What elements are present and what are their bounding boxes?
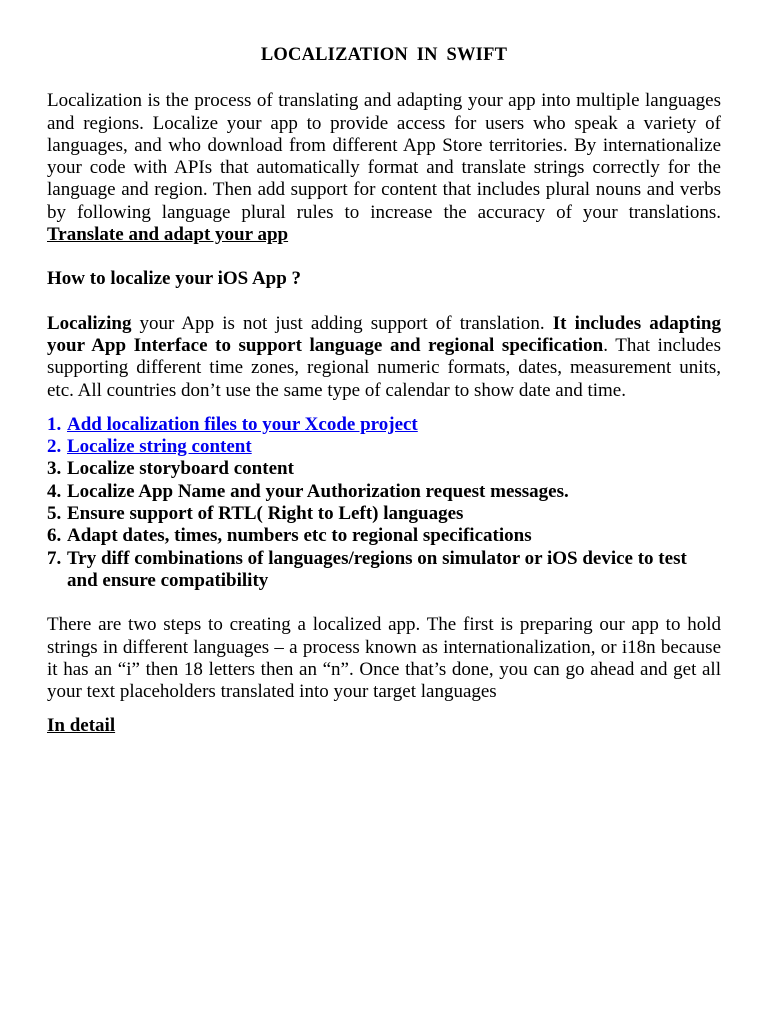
steps-list (47, 414, 721, 592)
step-item (47, 503, 721, 525)
step-text: Localize App Name and your Authorization request messages. (67, 480, 569, 502)
localizing-paragraph (47, 313, 721, 402)
step-number: 6. (47, 525, 62, 547)
step-number: 1. (47, 413, 62, 435)
step-text: Localize storyboard content (67, 458, 294, 480)
localizing-bold-phrase: It includes adapting your App Interface to support language and regional specification (47, 312, 721, 356)
step-item (47, 548, 721, 593)
step-number: 3. (47, 458, 62, 480)
step-item[interactable] (47, 436, 721, 458)
step-number: 7. (47, 547, 62, 569)
step-item (47, 481, 721, 503)
document-page (47, 44, 721, 738)
step-link-localize-string-content[interactable]: Localize string content (67, 436, 252, 458)
step-number: 2. (47, 436, 62, 458)
intro-paragraph (47, 90, 721, 246)
internationalization-paragraph: There are two steps to creating a localized app. The first is preparing our app to hold strings in different languages – a process known as internationalization, or i18n because it has an “i” then 18 letters then an “n”. Once that’s done, you can go ahead and get all your text placeholders translated into your target languages (47, 614, 721, 703)
step-text: Try diff combinations of languages/regions on simulator or iOS device to test and ensure compatibility (67, 547, 687, 591)
step-item (47, 525, 721, 547)
localizing-text-1: your App is not just adding support of translation. (131, 312, 553, 334)
translate-adapt-link[interactable]: Translate and adapt your app (47, 224, 289, 246)
step-item (47, 458, 721, 480)
document-title: LOCALIZATION IN SWIFT (260, 45, 508, 65)
step-link-add-localization-files[interactable]: Add localization files to your Xcode project (67, 413, 418, 435)
step-item[interactable] (47, 414, 721, 436)
step-number: 5. (47, 503, 62, 525)
localizing-bold-word: Localizing (47, 312, 132, 334)
howto-heading: How to localize your iOS App ? (47, 268, 302, 290)
in-detail-heading: In detail (47, 715, 116, 737)
localizing-text-2: . That includes supporting different time zones, regional numeric formats, dates, measurement units, etc. All countries don’t use the same type of calendar to show date and time. (47, 334, 721, 401)
step-number: 4. (47, 480, 62, 502)
step-text: Ensure support of RTL( Right to Left) languages (67, 503, 464, 525)
step-text: Adapt dates, times, numbers etc to regional specifications (67, 525, 532, 547)
intro-text: Localization is the process of translating and adapting your app into multiple languages and regions. Localize your app to provide access for users who speak a variety of languages, and who download from different App Store territories. By internationalize your code with APIs that automatically format and translate strings correctly for the language and region. Then add support for content that includes plural nouns and verbs by following language plural rules to increase the accuracy of your translations. (47, 90, 721, 223)
